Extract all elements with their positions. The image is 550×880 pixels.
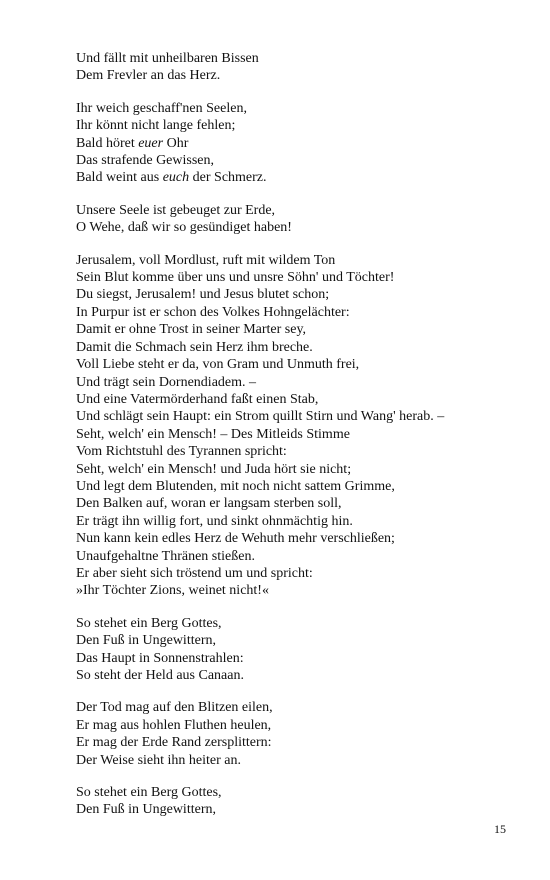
poem-line: Ihr könnt nicht lange fehlen; [76,118,236,134]
stanza [76,252,516,600]
poem-line: Sein Blut komme über uns und unsre Söhn' und Töchter! [76,270,395,286]
line-text: Bald höret [76,135,139,151]
poem-line: Der Tod mag auf den Blitzen eilen, [76,700,273,716]
poem-line: So stehet ein Berg Gottes, [76,785,222,801]
poem-line: Er mag der Erde Rand zersplittern: [76,735,272,751]
poem-line: Seht, welch' ein Mensch! – Des Mitleids Stimme [76,426,350,442]
poem-line: Nun kann kein edles Herz de Wehuth mehr verschließen; [76,531,395,547]
poem-line: Er mag aus hohlen Fluthen heulen, [76,717,272,733]
stanza [76,784,516,819]
poem-line: »Ihr Töchter Zions, weinet nicht!« [76,583,269,599]
poem-line: Den Fuß in Ungewittern, [76,802,216,818]
emphasized-word: euch [162,170,190,186]
emphasized-word: euer [138,135,164,151]
poem-text [76,50,516,834]
poem-line [76,169,516,186]
poem-line: Ihr weich geschaff'nen Seelen, [76,100,247,116]
stanza [76,699,516,769]
stanza [76,50,516,85]
poem-line: Den Fuß in Ungewittern, [76,633,216,649]
poem-line: Dem Frevler an das Herz. [76,68,221,84]
stanza [76,202,516,237]
poem-line: Der Weise sieht ihn heiter an. [76,752,242,768]
line-text: der Schmerz. [189,170,267,186]
line-text: Ohr [163,135,189,151]
stanza [76,615,516,685]
poem-line: Er aber sieht sich tröstend um und spricht: [76,565,313,581]
poem-line: Unaufgehaltne Thränen stießen. [76,548,255,564]
poem-line: Und schlägt sein Haupt: ein Strom quillt Stirn und Wang' herab. – [76,409,445,425]
poem-line: Und trägt sein Dornendiadem. – [76,374,257,390]
stanza [76,100,516,187]
poem-line: Und legt dem Blutenden, mit noch nicht sattem Grimme, [76,478,395,494]
poem-line: In Purpur ist er schon des Volkes Hohngelächter: [76,304,350,320]
poem-line: Und fällt mit unheilbaren Bissen [76,51,259,66]
poem-line: Das Haupt in Sonnenstrahlen: [76,650,244,666]
page-number: 15 [494,822,506,836]
poem-line: Den Balken auf, woran er langsam sterben soll, [76,496,342,512]
poem-line: Vom Richtstuhl des Tyrannen spricht: [76,444,287,460]
poem-line: So steht der Held aus Canaan. [76,668,244,683]
poem-line: Voll Liebe steht er da, von Gram und Unmuth frei, [76,357,360,373]
poem-line: Seht, welch' ein Mensch! und Juda hört sie nicht; [76,461,352,477]
line-text: Bald weint aus [76,170,163,186]
poem-line: Und eine Vatermörderhand faßt einen Stab, [76,391,319,407]
poem-line: Jerusalem, voll Mordlust, ruft mit wildem Ton [76,252,336,268]
poem-line: Unsere Seele ist gebeuget zur Erde, [76,202,276,218]
poem-line: Damit er ohne Trost in seiner Marter sey, [76,322,307,338]
poem-line: Er trägt ihn willig fort, und sinkt ohnmächtig hin. [76,513,353,529]
poem-line: Das strafende Gewissen, [76,153,215,169]
poem-line: Damit die Schmach sein Herz ihm breche. [76,339,313,355]
poem-line: So stehet ein Berg Gottes, [76,615,222,631]
poem-line: Du siegst, Jerusalem! und Jesus blutet schon; [76,287,330,303]
poem-line [76,135,516,152]
poem-line: O Wehe, daß wir so gesündiget haben! [76,220,292,236]
